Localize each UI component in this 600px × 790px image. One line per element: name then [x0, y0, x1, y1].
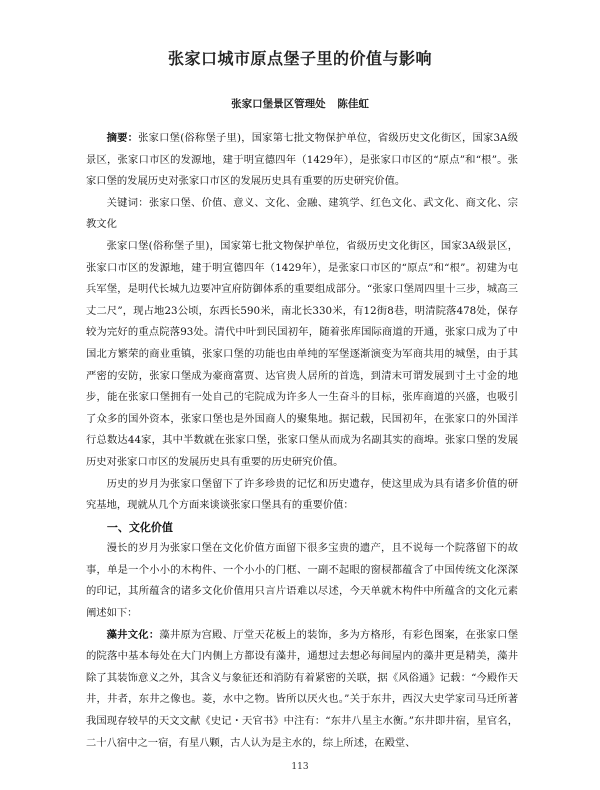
- byline: [0, 96, 600, 111]
- section-heading: 一、文化价值: [106, 520, 173, 534]
- paragraph-zaojing: [86, 625, 518, 755]
- zaojing-text: 藻井原为宫殿、厅堂天花板上的装饰，多为方格形，有彩色图案，在张家口堡的院落中基本每处在大门内侧上方都设有藻井，通想过去想必每间屋内的藻井更是精美，藻井除了其装饰意义之外，其含义与象征还和消防有着紧密的关联，据《风俗通》记载：“今殿作天井，井者，东井之像也。菱，水中之物。皆所以厌火也。”关于东井，西汉大史学家司马迁所著我国现存较早的天文文献《史记・天官书》中注有：“东井八星主水衡。”东井即井宿，星官名，二十八宿中之一宿，有星八颗，古人认为是主水的，综上所述，在殿堂、: [86, 628, 519, 749]
- keywords-label: 关键词：: [106, 196, 149, 209]
- zaojing-label: 藻井文化：: [106, 628, 160, 641]
- paragraph-transition: 历史的岁月为张家口堡留下了许多珍贵的记忆和历史遗存，使这里成为具有诸多价值的研究基地，现就从几个方面来谈谈张家口堡具有的重要价值：: [86, 477, 518, 512]
- author-name: 陈佳虹: [337, 98, 369, 110]
- paper-title: 张家口城市原点堡子里的价值与影响: [167, 49, 432, 68]
- keywords-text: 张家口堡、价值、意义、文化、金融、建筑学、红色文化、武文化、商文化、宗教文化: [86, 196, 519, 231]
- abstract-label: 摘要：: [106, 132, 139, 144]
- abstract: [86, 128, 518, 193]
- paragraph-culture: 漫长的岁月为张家口堡在文化价值方面留下很多宝贵的遗产，且不说每一个院落留下的故事，单是一个小小的木构件、一个小小的门框、一副不起眼的窗棂都蕴含了中国传统文化深深的印记，其所蕴含的诸多文化价值用只言片语难以尽述，今天单就木构件中所蕴含的文化元素阐述如下：: [86, 542, 518, 620]
- page-number: 113: [291, 762, 309, 772]
- paragraph-intro: 张家口堡(俗称堡子里)，国家第七批文物保护单位，省级历史文化街区，国家3A级景区，张家口市区的发源地，建于明宣德四年（1429年），是张家口市区的“原点”和“根”。初建为屯兵军堡，是明代长城九边要冲宣府防御体系的重要组成部分。“张家口堡周四里十三步，城高三丈二尺”，现占地23公顷，东西长590米，南北长330米，有12街8巷，明清院落478处，保存较为完好的重点院落93处。清代中叶到民国初年，随着张库国际商道的开通，张家口成为了中国北方繁荣的商业重镇，张家口堡的功能也由单纯的军堡逐渐演变为军商共用的城堡，由于其严密的安防，张家口堡成为豪商富贾、达官贵人居所的首选，到清末可谓发展到寸土寸金的地步，能在张家口堡拥有一处自己的宅院成为许多人一生奋斗的目标，张库商道的兴盛，也吸引了众多的国外资本，张家口堡也是外国商人的聚集地。据记载，民国初年，在张家口的外国洋行总数达44家，其中半数就在张家口堡，张家口堡从而成为名副其实的商埠。张家口堡的发展历史对张家口市区的发展历史具有重要的历史研究价值。: [86, 239, 518, 468]
- keywords: [86, 193, 518, 236]
- author-affiliation: 张家口堡景区管理处: [231, 98, 326, 110]
- abstract-text: 张家口堡(俗称堡子里)，国家第七批文物保护单位，省级历史文化街区，国家3A级景区，张家口市区的发源地，建于明宣德四年（1429年），是张家口市区的“原点”和“根”。张家口堡的发展历史对张家口市区的发展历史具有重要的历史研究价值。: [86, 132, 518, 188]
- body-text: [86, 128, 518, 754]
